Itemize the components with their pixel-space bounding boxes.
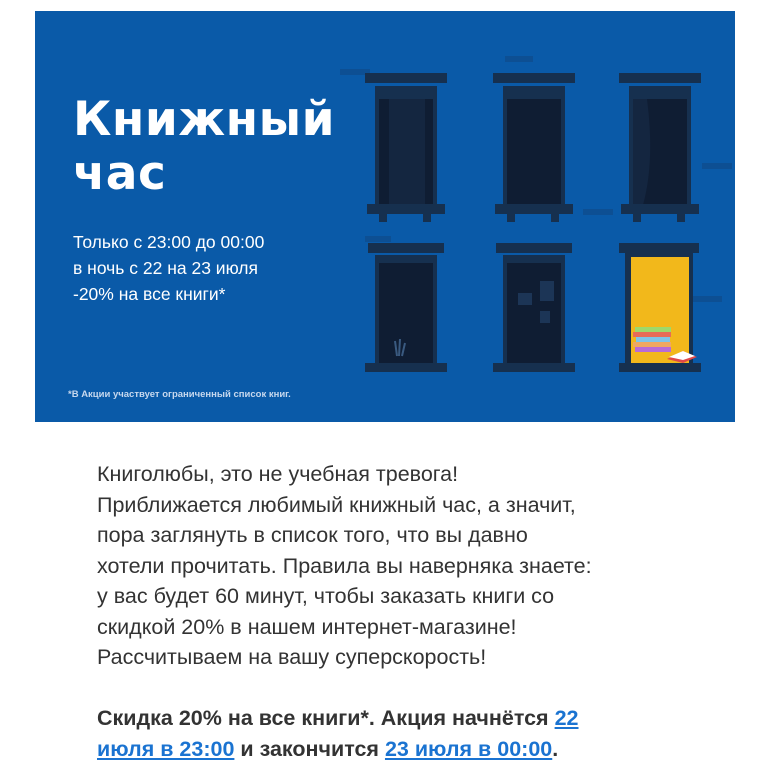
body-line: пора заглянуть в список того, что вы давно xyxy=(97,523,528,547)
banner-offer-text xyxy=(73,229,264,307)
body-line: у вас будет 60 минут, чтобы заказать книги со xyxy=(97,584,555,608)
window-top-left xyxy=(365,73,447,222)
promo-text-end: . xyxy=(552,737,559,761)
body-line: скидкой 20% в нашем интернет-магазине! xyxy=(97,614,517,639)
banner-date-line: в ночь с 22 на 23 июля xyxy=(73,258,258,278)
promo-text-middle: и закончится xyxy=(234,737,385,761)
start-date-link[interactable]: 22 xyxy=(554,706,579,730)
body-line: хотели прочитать. Правила вы наверняка знаете: xyxy=(97,553,592,578)
window-bottom-middle xyxy=(493,243,575,372)
banner-time-line: Только с 23:00 до 00:00 xyxy=(73,232,265,252)
promo-line-1 xyxy=(97,703,697,734)
promo-paragraph xyxy=(97,703,697,765)
window-top-middle xyxy=(493,73,575,222)
promo-text-start: Скидка 20% на все книги*. Акция начнётся xyxy=(97,706,555,730)
start-date-link-continued[interactable]: июля в 23:00 xyxy=(97,737,235,761)
end-date-link[interactable]: 23 июля в 00:00 xyxy=(384,737,553,761)
banner-discount-line: -20% на все книги* xyxy=(73,284,226,304)
banner-footnote: *В Акции участвует ограниченный список книг. xyxy=(68,389,291,400)
building-windows-illustration xyxy=(35,11,735,422)
banner-title xyxy=(73,93,335,201)
body-line: Рассчитываем на вашу суперскорость! xyxy=(97,645,487,669)
window-bottom-right-lit xyxy=(619,243,701,372)
window-top-right xyxy=(619,73,701,222)
promo-line-2 xyxy=(97,734,697,765)
banner-title-line2: час xyxy=(73,146,167,201)
banner-title-line1: Книжный xyxy=(73,92,335,147)
body-line: Книголюбы, это не учебная тревога! xyxy=(97,462,459,486)
email-body-paragraph xyxy=(97,459,697,673)
promo-banner[interactable] xyxy=(35,11,735,422)
window-bottom-left xyxy=(365,243,447,372)
body-line: Приближается любимый книжный час, а значит, xyxy=(97,492,576,517)
